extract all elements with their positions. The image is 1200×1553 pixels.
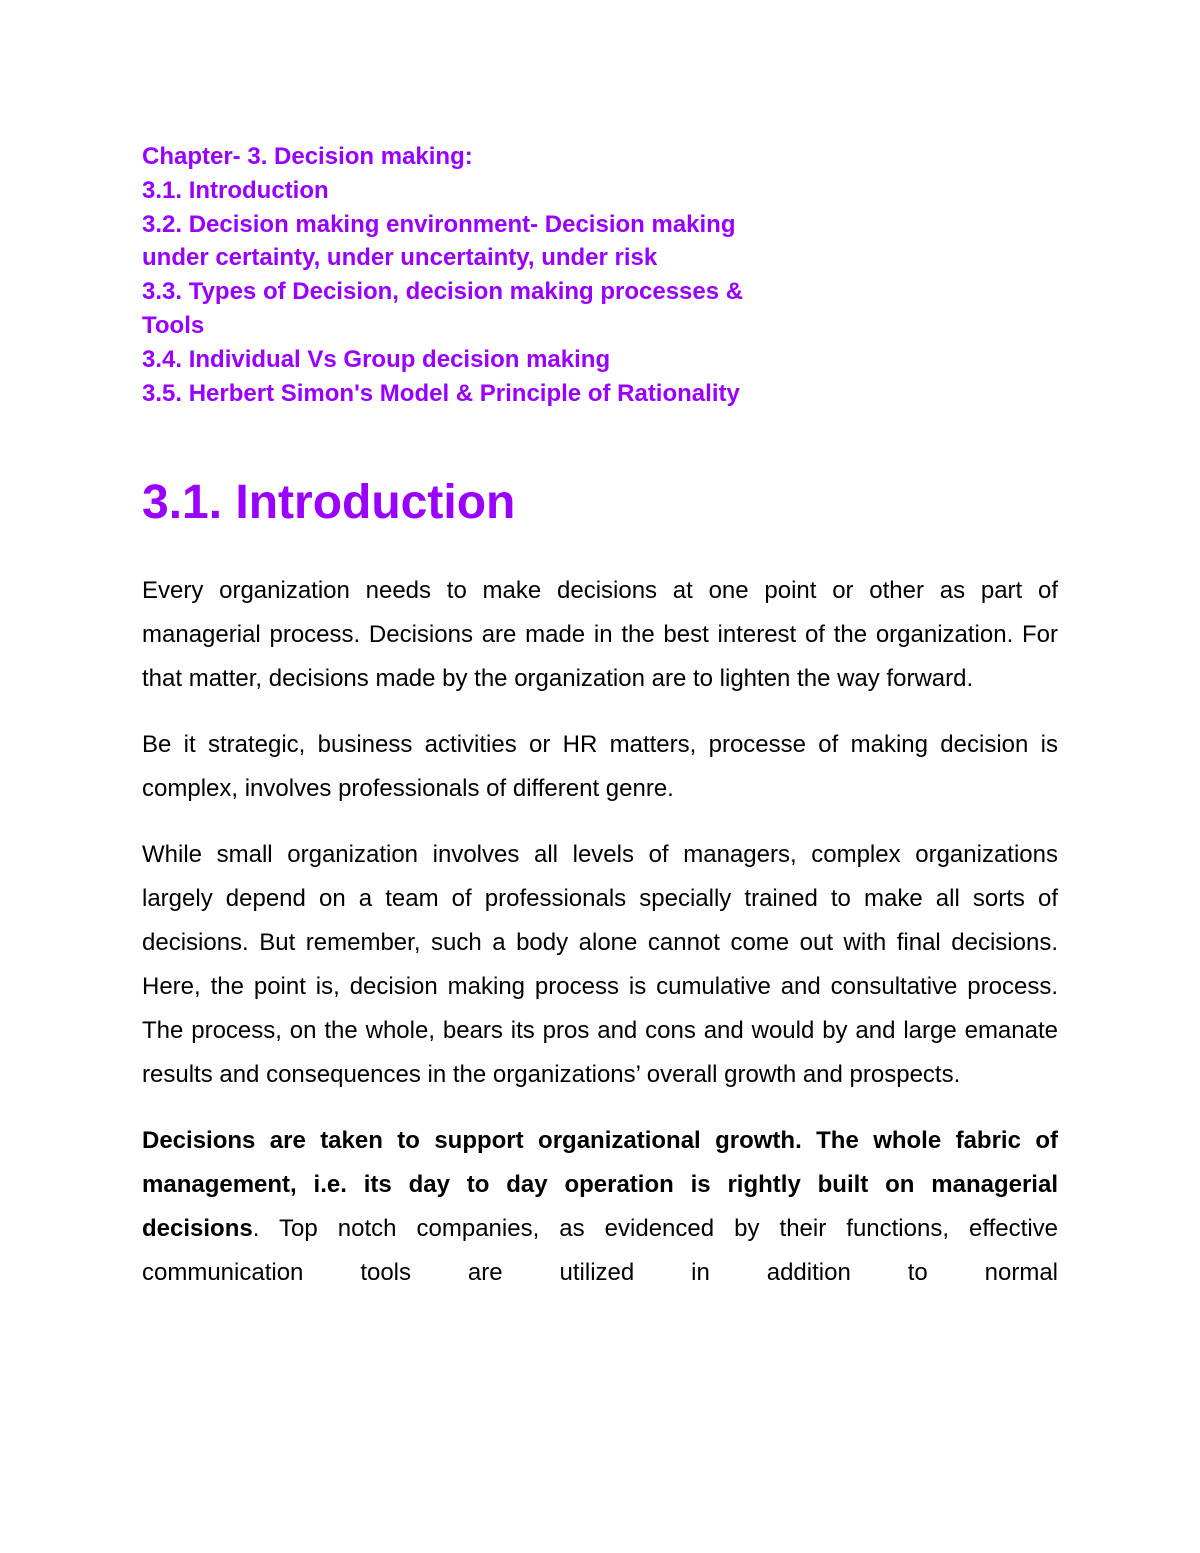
toc-item: 3.1. Introduction: [142, 176, 329, 204]
toc-chapter-title: Chapter- 3. Decision making:: [142, 143, 473, 170]
regular-text: . Top notch companies, as evidenced by their functions, effective communication tools are utilized in addition to normal: [142, 1215, 1058, 1286]
toc-item: under certainty, under uncertainty, under risk: [142, 244, 658, 272]
toc-item: Tools: [142, 311, 205, 339]
toc-item: 3.2. Decision making environment- Decision making: [142, 210, 736, 238]
document-page: [142, 0, 1058, 1553]
body-paragraph: While small organization involves all levels of managers, complex organizations largely depend on a team of professionals specially trained to make all sorts of decisions. But remember, such a body alone cannot come out with final decisions. Here, the point is, decision making process is cumulative and consultative process. The process, on the whole, bears its pros and cons and would by and large emanate results and consequences in the organizations’ overall growth and prospects.: [142, 841, 1058, 1088]
toc-item: 3.3. Types of Decision, decision making processes &: [142, 278, 744, 306]
body-paragraph-final: [142, 1119, 1058, 1295]
toc-item: 3.4. Individual Vs Group decision making: [142, 345, 611, 373]
bold-statement: Decisions are taken to support organizational growth. The whole fabric of management, i.e. its day to day operation is rightly built on managerial decisions: [142, 1127, 1058, 1242]
body-paragraph: Be it strategic, business activities or HR matters, processe of making decision is complex, involves professionals of different genre.: [142, 731, 1058, 802]
table-of-contents: [142, 140, 802, 410]
toc-item: 3.5. Herbert Simon's Model & Principle of Rationality: [142, 379, 740, 407]
section-heading: 3.1. Introduction: [142, 476, 516, 529]
body-paragraph: Every organization needs to make decisions at one point or other as part of managerial process. Decisions are made in the best interest of the organization. For that matter, decisions made by the organization are to lighten the way forward.: [142, 577, 1058, 692]
section-body: [142, 569, 1058, 1317]
